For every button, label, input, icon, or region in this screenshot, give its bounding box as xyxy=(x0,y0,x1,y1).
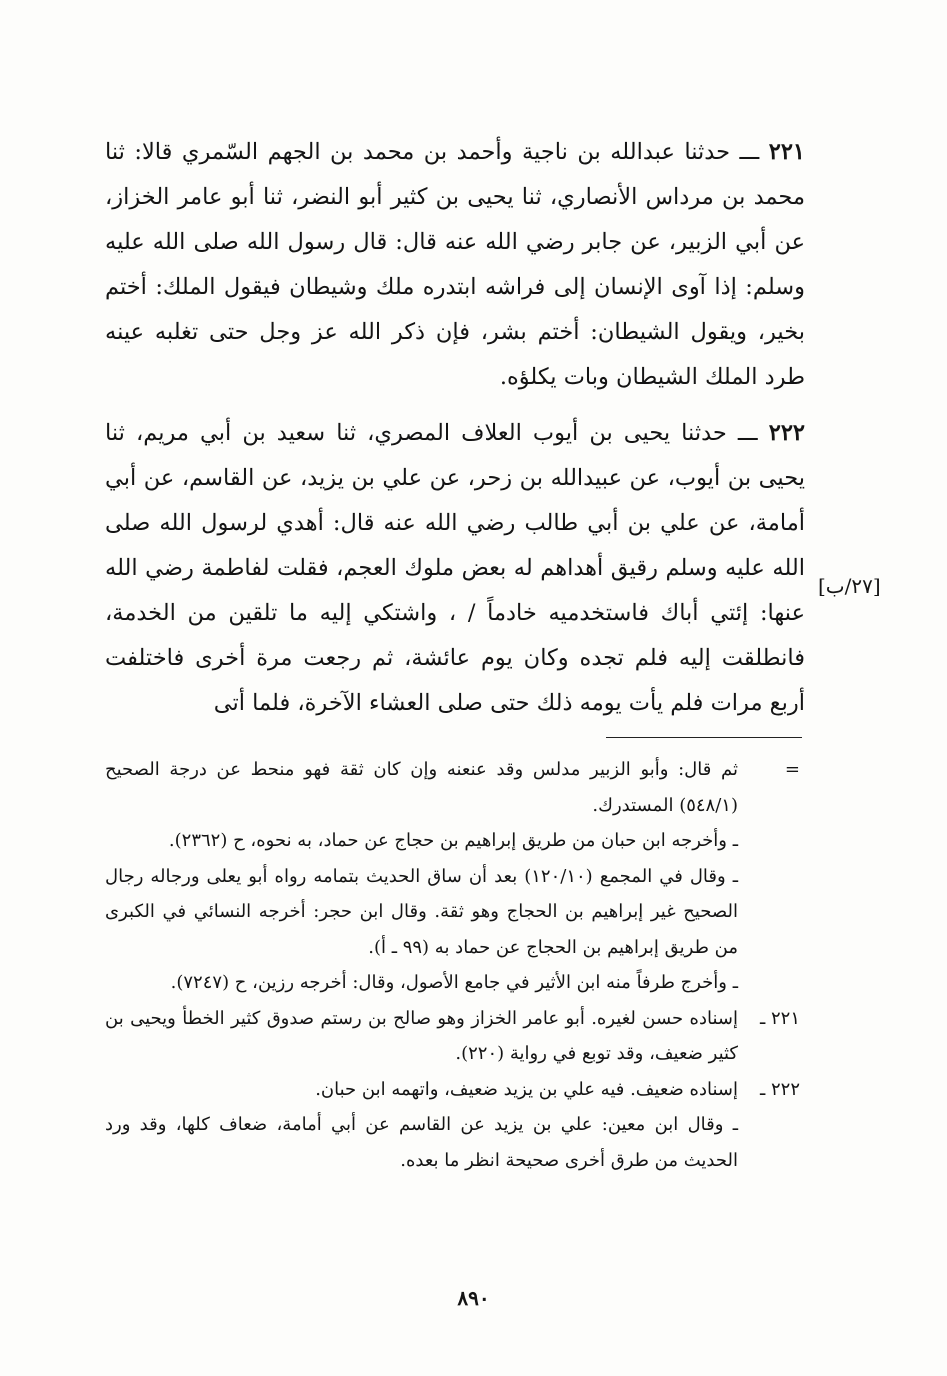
footnotes xyxy=(105,752,800,1178)
page-number: ٨٩٠ xyxy=(457,1286,490,1310)
hadith-number: ٢٢١ xyxy=(768,139,805,165)
footnote-text: ـ وقال ابن معين: علي بن يزيد عن القاسم عن أبي أمامة، ضعاف كلها، وقد ورد الحديث من طرق أخرى صحيحة انظر ما بعده. xyxy=(105,1114,738,1171)
footnote-text: ـ وأخرجه ابن حبان من طريق إبراهيم بن حجاج عن حماد، به نحوه، ح (٢٣٦٢). xyxy=(168,830,738,851)
footnote xyxy=(105,1001,800,1072)
footnote-text: ـ وأخرج طرفاً منه ابن الأثير في جامع الأصول، وقال: أخرجه رزين، ح (٧٢٤٧). xyxy=(170,972,738,993)
footnote-text: إسناده حسن لغيره. أبو عامر الخزاز وهو صالح بن رستم صدوق كثير الخطأ ويحيى بن كثير ضعيف، وقد توبع في رواية (٢٢٠). xyxy=(105,1007,738,1064)
manuscript-folio-marker: [٢٧/ب] xyxy=(818,574,881,598)
footnote-marker xyxy=(738,965,800,1001)
hadith-221 xyxy=(105,130,805,400)
footnote-text: ـ وقال في المجمع (١٢٠/١٠) بعد أن ساق الحديث بتمامه رواه أبو يعلى ورجاله رجال الصحيح غير إبراهيم بن الحجاج وهو ثقة. وقال ابن حجر: أخرجه النسائي في الكبرى من طريق إبراهيم بن الحجاج عن حماد به (٩٩ ـ أ). xyxy=(105,865,738,958)
footnote xyxy=(105,859,800,966)
footnote-marker: = xyxy=(784,759,800,780)
footnote-text: ثم قال: وأبو الزبير مدلس وقد عنعنه وإن كان ثقة فهو منحط عن درجة الصحيح (٥٤٨/١) المستدرك. xyxy=(105,759,738,816)
footnote xyxy=(105,823,800,859)
main-text xyxy=(105,130,805,737)
hadith-number: ٢٢٢ xyxy=(768,420,805,446)
hadith-222 xyxy=(105,411,805,726)
footnote xyxy=(105,1072,800,1108)
hadith-text: ـــ حدثنا عبدالله بن ناجية وأحمد بن محمد بن الجهم السّمري قالا: ثنا محمد بن مرداس الأنصاري، ثنا يحيى بن كثير أبو النضر، ثنا أبو عامر الخزاز، عن أبي الزبير، عن جابر رضي الله عنه قال: قال رسول الله صلى الله عليه وسلم: إذا آوى الإنسان إلى فراشه ابتدره ملك وشيطان فيقول الملك: أختم بخير، ويقول الشيطان: أختم بشر، فإن ذكر الله عز وجل حتى تغلبه عينه طرد الملك الشيطان وبات يكلؤه. xyxy=(105,139,805,390)
footnote-marker: ٢٢٢ ـ xyxy=(759,1078,800,1100)
footnote xyxy=(105,965,800,1001)
footnote-marker xyxy=(738,859,800,966)
footnote xyxy=(105,1107,800,1178)
hadith-text: ـــ حدثنا يحيى بن أيوب العلاف المصري، ثنا سعيد بن أبي مريم، ثنا يحيى بن أيوب، عن عبيدالله بن زحر، عن علي بن يزيد، عن القاسم، عن أبي أمامة، عن علي بن أبي طالب رضي الله عنه قال: أهدي لرسول الله صلى الله عليه وسلم رقيق أهداهم له بعض ملوك العجم، فقلت لفاطمة رضي الله عنها: إئتي أباك فاستخدميه خادماً / ، واشتكي إليه ما تلقين من الخدمة، فانطلقت إليه فلم تجده وكان يوم عائشة، ثم رجعت مرة أخرى فاختلفت أربع مرات فلم يأت يومه ذلك حتى صلى العشاء الآخرة، فلما أتى xyxy=(105,420,805,716)
footnote-separator xyxy=(606,737,802,738)
footnote-marker: ٢٢١ ـ xyxy=(759,1007,800,1029)
footnote xyxy=(105,752,800,823)
footnote-text: إسناده ضعيف. فيه علي بن يزيد ضعيف، واتهمه ابن حبان. xyxy=(315,1078,738,1100)
footnote-marker xyxy=(738,1107,800,1178)
footnote-marker xyxy=(738,823,800,859)
